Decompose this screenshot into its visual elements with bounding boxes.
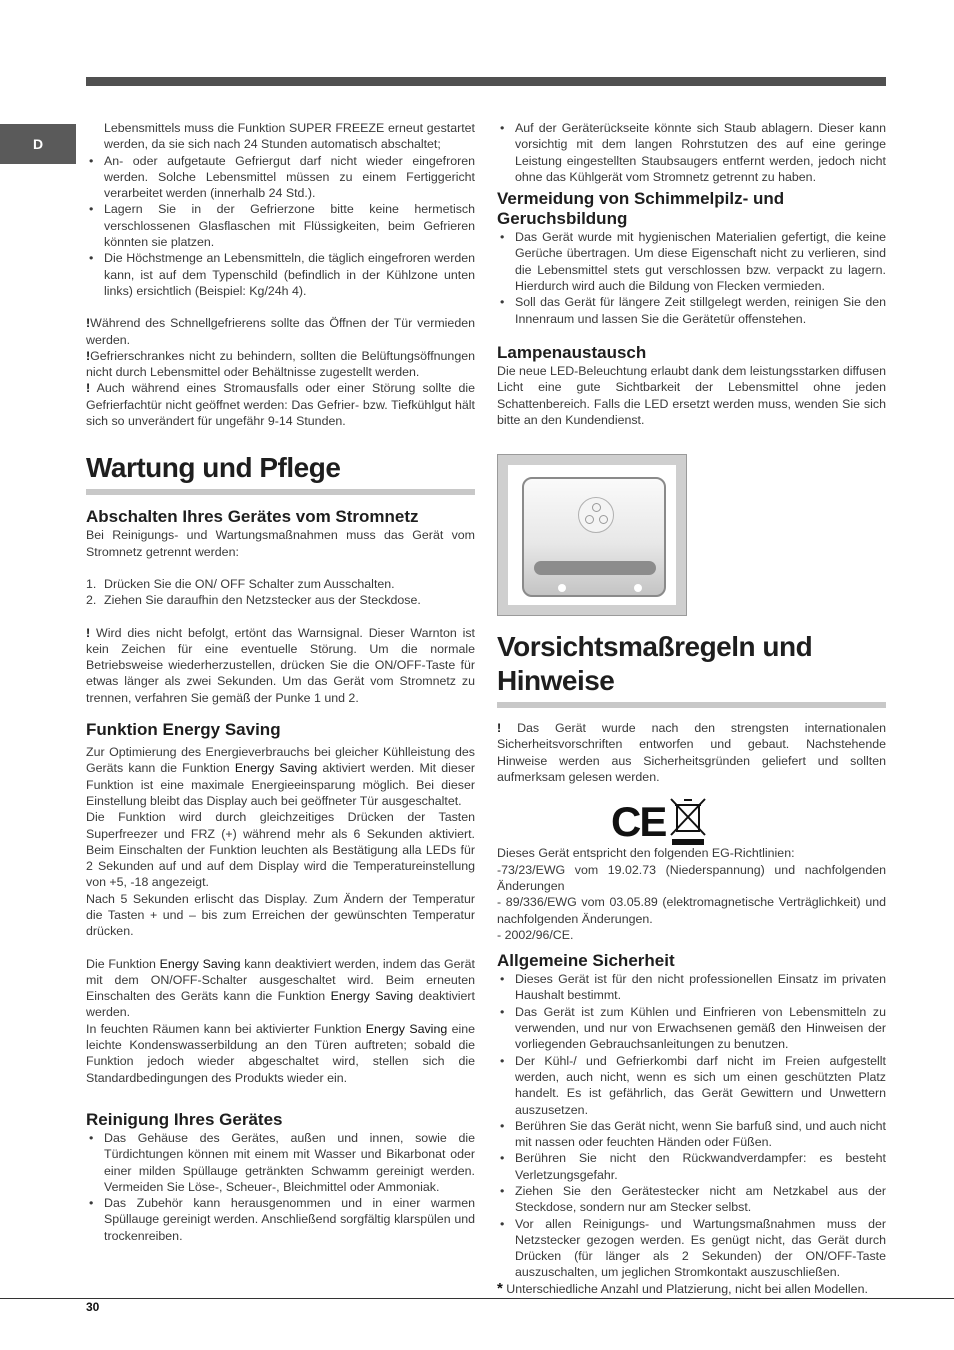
warning-mark: ! <box>86 625 91 640</box>
list-item: • Die Höchstmenge an Lebensmitteln, die täglich eingefroren werden kann, ist auf dem Typenschild (befindlich in der Kühlzone unten links) ersichtlich (Beispiel: Kg/24h 4). <box>86 250 475 299</box>
section-title-maintenance: Wartung und Pflege <box>86 451 475 495</box>
safety-bullet-list <box>497 971 886 1281</box>
warning-note: !Gefrierschrankes nicht zu behindern, sollten die Belüftungsöffnungen nicht durch Lebensmittel oder Behältnisse zugestellt werden. <box>86 348 475 380</box>
paragraph: Die Funktion Energy Saving kann deaktiviert werden, indem das Gerät mit dem ON/OFF-Schalter ausgeschaltet wird. Beim erneuten Einschalten des Geräts kann die Funktion Energy Saving deaktiviert werden. <box>86 956 475 1020</box>
list-item: • Soll das Gerät für längere Zeit stillgelegt werden, reinigen Sie den Innenraum und lassen Sie die Gerätetür offenstehen. <box>497 294 886 327</box>
paragraph: Dieses Gerät entspricht den folgenden EG-Richtlinien: <box>497 846 795 861</box>
language-tab: D <box>0 124 76 164</box>
subsection-title-energy-saving: Funktion Energy Saving <box>86 720 281 740</box>
list-item: • Das Gerät wurde mit hygienischen Materialien gefertigt, die keine Gerüche übertragen. Um diese Eigenschaft nicht zu verlieren, sind die Lebensmittel stets gut verschlossen bzw. verpackt zu lagern. Hierdurch wird auch die Bildung von Flecken vermieden. <box>497 229 886 294</box>
list-item: • Dieses Gerät ist für den nicht professionellen Einsatz im privaten Haushalt bestimmt. <box>497 971 886 1004</box>
paragraph: Zur Optimierung des Energieverbrauchs bei gleicher Kühlleistung des Geräts kann die Funktion Energy Saving aktiviert werden. Mit dieser Funktion ist eine maximale Energieeinsparung möglich. Bei dieser Einstellung bleibt das Display auch bei geöffneter Tür ausgeschaltet. <box>86 745 476 808</box>
list-item: • An- oder aufgetaute Gefriergut darf nicht wieder eingefroren werden. Solche Lebensmittel müssen zu einem Fertiggericht verarbeitet werden (innerhalb 24 Std.). <box>86 153 475 202</box>
section-title-safety: Vorsichtsmaßregeln und Hinweise <box>497 630 886 708</box>
warning-mark: ! <box>86 348 91 363</box>
warning-mark: ! <box>86 381 91 396</box>
list-item: 1. Drücken Sie die ON/ OFF Schalter zum Ausschalten. <box>86 576 395 591</box>
warning-mark: ! <box>86 316 91 331</box>
cleaning-bullet-list <box>86 1130 475 1244</box>
ce-mark-icon: CE <box>611 798 666 846</box>
warning-mark: ! <box>497 721 502 736</box>
led-button-icon <box>578 497 614 533</box>
footer-rule <box>0 1298 954 1299</box>
subsection-title-disconnect: Abschalten Ihres Gerätes vom Stromnetz <box>86 507 419 527</box>
list-item: • Auf der Geräterückseite könnte sich Staub ablagern. Dieser kann vorsichtig mit dem langen Rohrstutzen des auf eine geringe Leistung eingestellten Staubsaugers entfernt werden, jedoch nicht ohne das Kühlgerät vom Stromnetz getrennt zu haben. <box>497 120 886 185</box>
paragraph: Die Funktion wird durch gleichzeitiges Drücken der Tasten Superfreezer und FRZ (+) während mehr als 6 Sekunden aktiviert. Beim Einschalten der Funktion leuchten als Bestätigung alla LEDs für 2 Sekunden auf und auf dem Display wird die Temperatureinstellung von +5, -18 angezeigt. <box>86 810 475 890</box>
steps-list <box>86 576 475 609</box>
paragraph: - 89/336/EWG vom 03.05.89 (elektromagnetische Verträglichkeit) und nachfolgenden Änderungen. <box>497 895 886 926</box>
page-number: 30 <box>86 1300 100 1314</box>
certification-marks <box>497 785 886 846</box>
list-item: • Ziehen Sie den Gerätestecker nicht am Netzkabel aus der Steckdose, sondern nur am Stecker selbst. <box>497 1183 886 1216</box>
led-strip <box>534 561 656 575</box>
list-item: • Lagern Sie in der Gefrierzone bitte keine hermetisch verschlossenen Glasflaschen mit Flüssigkeiten, beim Gefrieren könnten sie platzen. <box>86 201 475 250</box>
paragraph: In feuchten Räumen kann bei aktivierter Funktion Energy Saving eine leichte Kondenswasserbildung an den Türen auftreten; sobald die Funktion jedoch wieder abgeschaltet wird, stellen sich die Standardbedingungen des Produkts wieder ein. <box>86 1021 476 1085</box>
subsection-title-cleaning: Reinigung Ihres Gerätes <box>86 1109 283 1129</box>
footnote-mark: * <box>497 1279 503 1297</box>
paragraph: Bei Reinigungs- und Wartungsmaßnahmen muss das Gerät vom Stromnetz getrennt werden: <box>86 528 475 559</box>
dust-bullet-list <box>497 120 886 185</box>
warning-note: ! Auch während eines Stromausfalls oder einer Störung sollte die Gefrierfachtür nicht geöffnet werden: Das Gefrier- bzw. Tiefkühlgut hält sich so unverändert für ungefähr 9-14 Stunden. <box>86 381 475 429</box>
warning-note: ! Das Gerät wurde nach den strengsten internationalen Sicherheitsvorschriften entworfen und gebaut. Nachstehende Hinweise werden aus Sicherheitsgründen geliefert und sollten aufmerksam gelesen werden. <box>497 721 886 785</box>
header-rule <box>86 77 886 86</box>
list-item: • Der Kühl-/ und Gefrierkombi darf nicht im Freien aufgestellt werden, auch nicht, wenn es sich um einen geschützten Platz handelt. Es ist gefährlich, das Gerät Gewittern und Unwettern auszusetzen. <box>497 1053 886 1118</box>
footnote: * Unterschiedliche Anzahl und Platzierung, nicht bei allen Modellen. <box>497 1279 868 1297</box>
paragraph: Nach 5 Sekunden erlischt das Display. Zum Ändern der Temperatur die Tasten + und – bis zum Erreichen der gewünschten Temperatur drücken. <box>86 891 475 939</box>
paragraph: Die neue LED-Beleuchtung erlaubt dank dem leistungsstarken diffusen Licht eine gute Sichtbarkeit der Lebensmittel ohne jeden Schattenbereich. Falls die LED ersetzt werden muss, wenden Sie sich bitte an den Kundendienst. <box>497 363 886 427</box>
subsection-title-general-safety: Allgemeine Sicherheit <box>497 951 675 971</box>
paragraph: -73/23/EWG vom 19.02.73 (Niederspannung) und nachfolgenden Änderungen <box>497 862 886 893</box>
list-item: • Das Zubehör kann herausgenommen und in einer warmen Spüllauge gereinigt werden. Anschließend sorgfältig klarspülen und trockenreiben. <box>86 1195 475 1244</box>
left-column <box>86 120 475 1244</box>
paragraph: - 2002/96/CE. <box>497 927 574 942</box>
list-item: • Das Gehäuse des Gerätes, außen und innen, sowie die Türdichtungen können mit einem mit Wasser und Bikarbonat oder einer milden Spüllauge getränkten Schwamm gereinigt werden. Vermeiden Sie Löse-, Scheuer-, Bleichmittel oder Ammoniak. <box>86 1130 475 1195</box>
freeze-bullet-list <box>86 153 475 300</box>
warning-note: !Während des Schnellgefrierens sollte das Öffnen der Tür vermieden werden. <box>86 316 475 347</box>
mold-bullet-list <box>497 229 886 327</box>
list-item: • Berühren Sie nicht den Rückwandverdampfer: es besteht Verletzungsgefahr. <box>497 1150 886 1183</box>
subsection-title-lamp: Lampenaustausch <box>497 342 647 362</box>
continued-paragraph: Lebensmittels muss die Funktion SUPER FREEZE erneut gestartet werden, da sie sich nach 24 Stunden automatisch abschaltet; <box>104 121 475 152</box>
crossed-bin-icon <box>669 795 707 845</box>
list-item: • Das Gerät ist zum Kühlen und Einfrieren von Lebensmitteln zu verwenden, und nur von Erwachsenen gemäß den Hinweisen der vorliegenden Gebrauchsanleitungen zu benutzen. <box>497 1004 886 1053</box>
led-panel-illustration <box>497 454 687 616</box>
warning-note: ! Wird dies nicht befolgt, ertönt das Warnsignal. Dieser Warnton ist kein Zeichen für eine eventuelle Störung. Um die normale Betriebsweise wiederherzustellen, drücken Sie die ON/OFF-Taste für etwas länger als zwei Sekunden. Um das Gerät vom Stromnetz zu trennen, verfahren Sie gemäß der Punke 1 und 2. <box>86 625 475 705</box>
list-item: • Berühren Sie das Gerät nicht, wenn Sie barfuß sind, und auch nicht mit nassen oder feuchten Händen oder Füßen. <box>497 1118 886 1151</box>
list-item: 2. Ziehen Sie daraufhin den Netzstecker aus der Steckdose. <box>86 593 421 608</box>
right-column <box>497 120 886 1297</box>
subsection-title-mold: Vermeidung von Schimmelpilz- und Geruchsbildung <box>497 189 785 229</box>
list-item: • Vor allen Reinigungs- und Wartungsmaßnahmen muss der Netzstecker gezogen werden. Es genügt nicht, das Gerät durch Drücken (für länger als 2 Sekunden) der ON/OFF-Taste auszuschalten, um jeglichen Stromkontakt auszuschließen. <box>497 1216 886 1281</box>
